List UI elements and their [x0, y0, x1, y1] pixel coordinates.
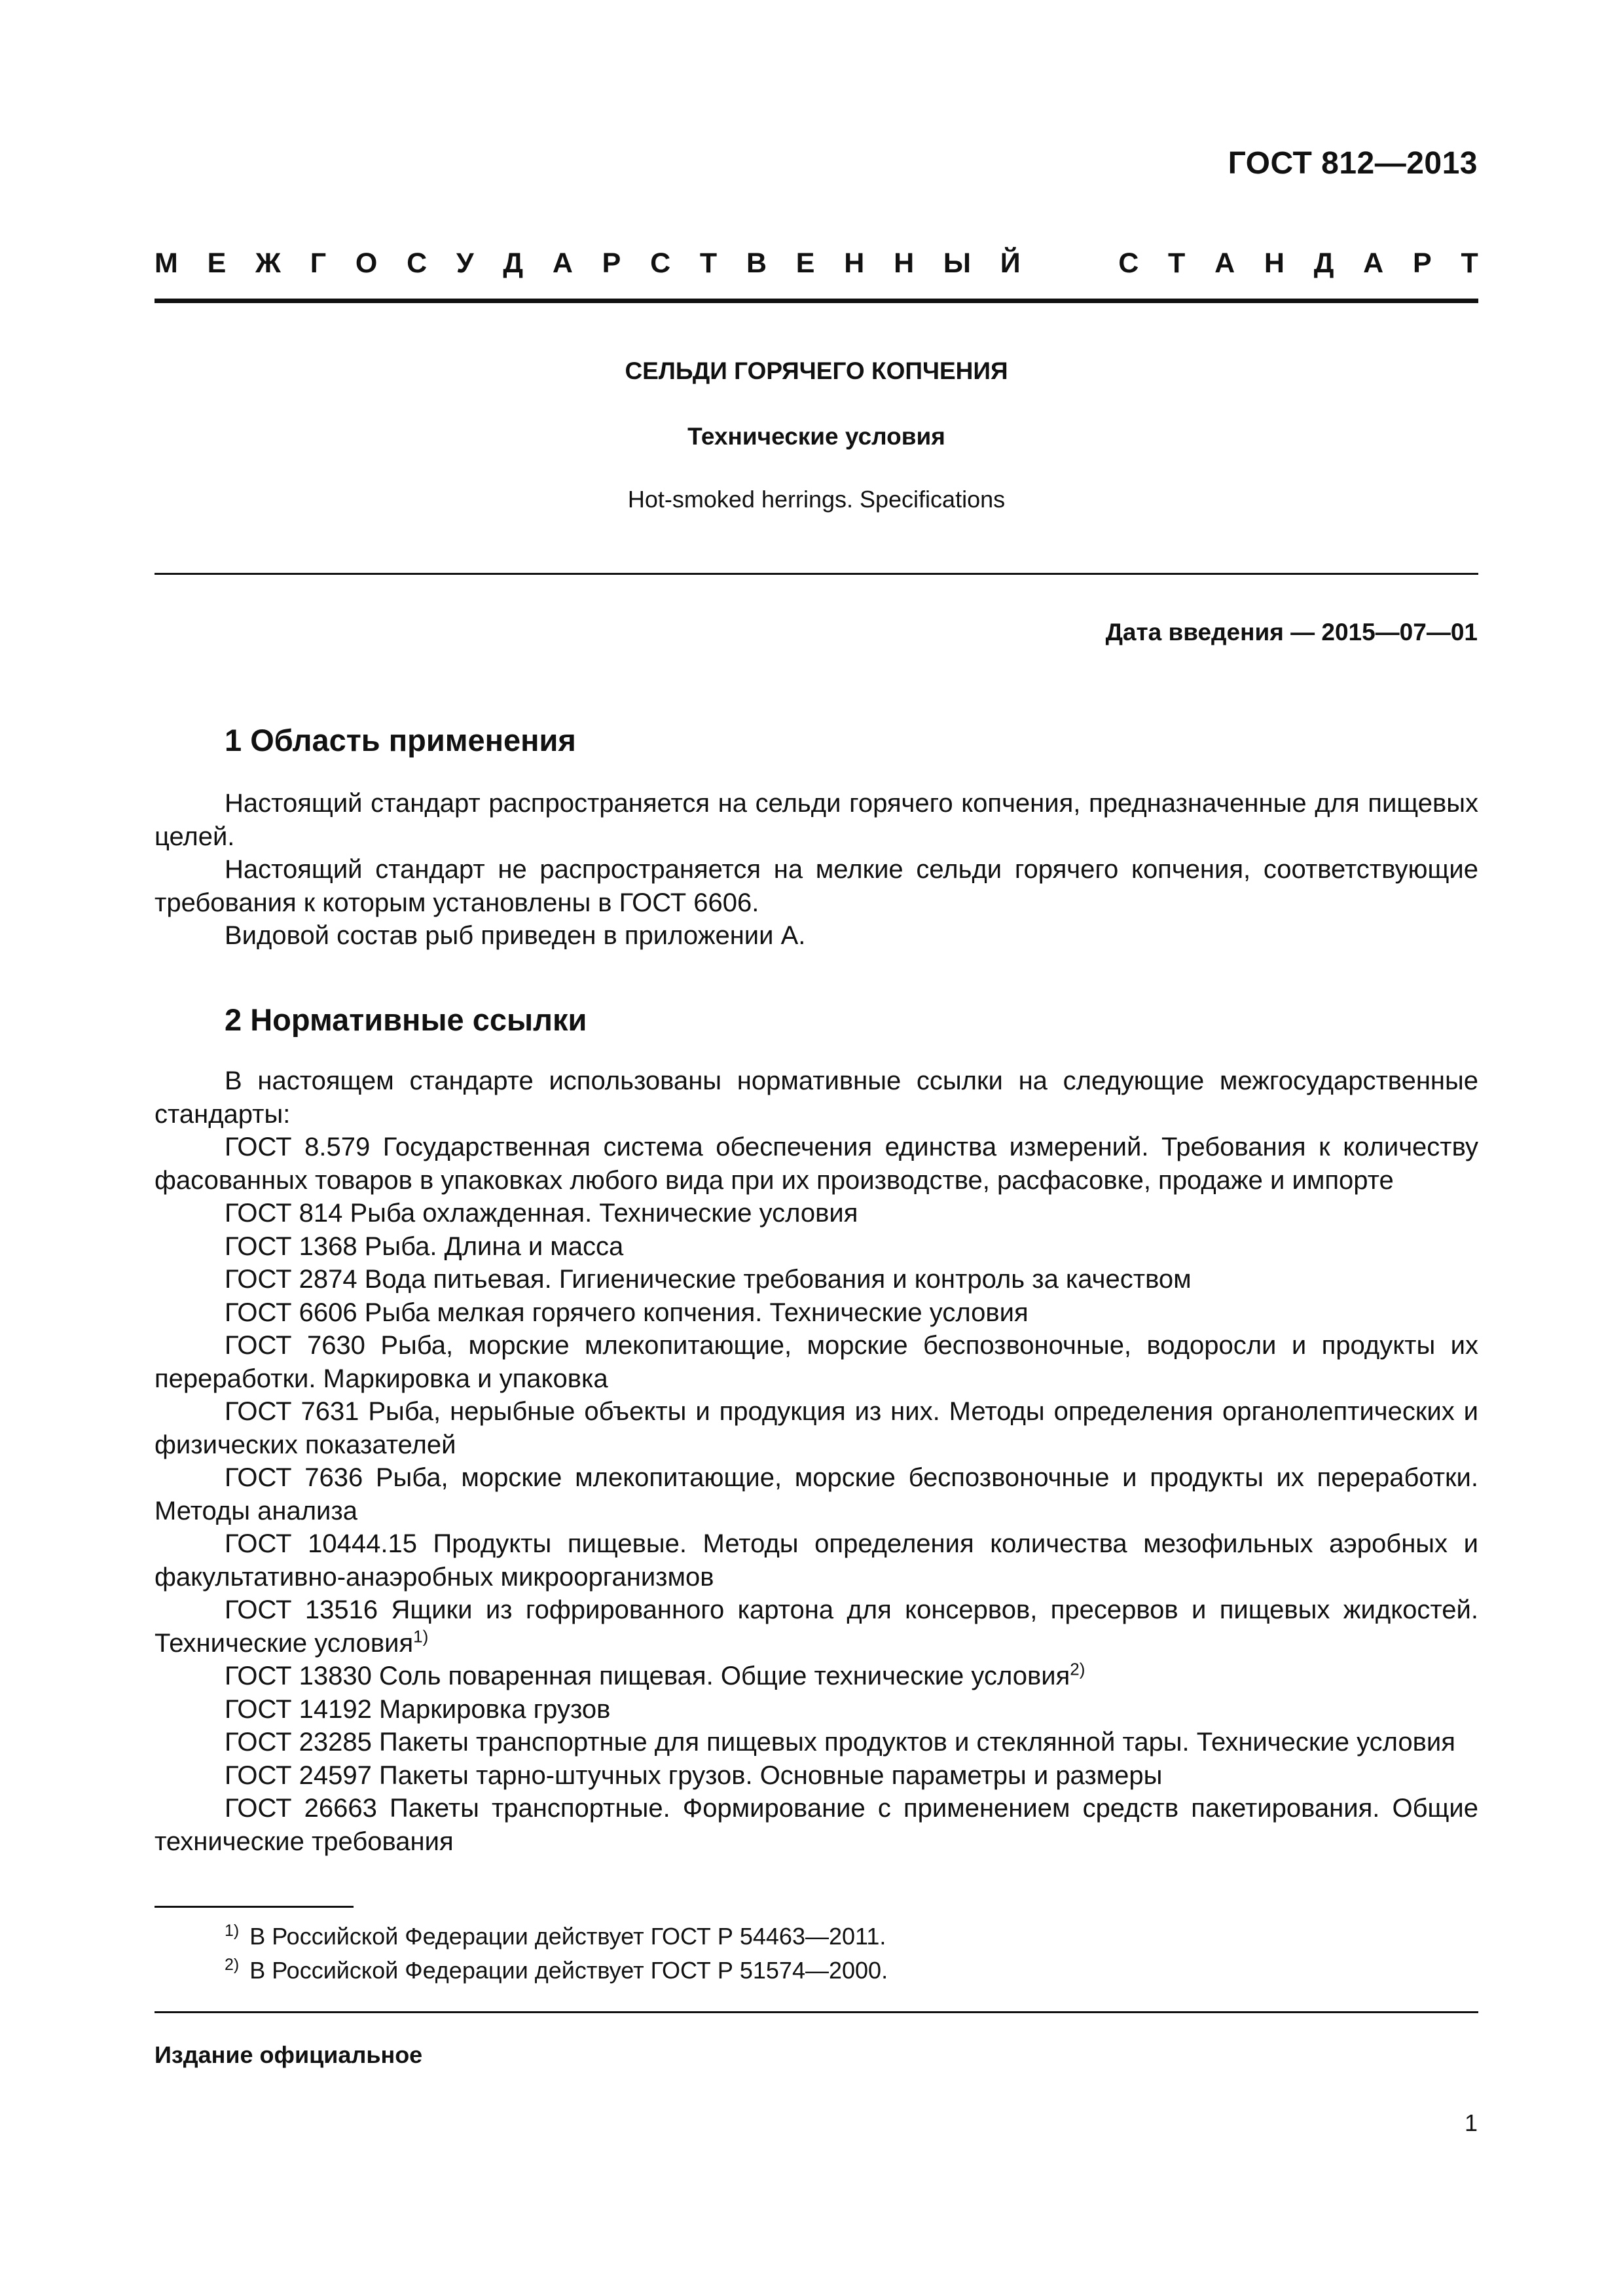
title-rule: [155, 573, 1478, 575]
reference-item: ГОСТ 24597 Пакеты тарно-штучных грузов. Основные параметры и размеры: [225, 1760, 1163, 1790]
reference-item: ГОСТ 2874 Вода питьевая. Гигиенические требования и контроль за качеством: [225, 1265, 1192, 1294]
english-title: Hot-smoked herrings. Specifications: [627, 486, 1006, 513]
band-letter: Н: [1264, 247, 1285, 279]
footnote-mark: 1): [413, 1626, 429, 1647]
band-letter: М: [155, 247, 178, 279]
section-scope-body: [155, 787, 1478, 953]
band-letter: С: [407, 247, 428, 279]
band-letter: Р: [602, 247, 621, 279]
band-letter: Е: [207, 247, 227, 279]
footnote-mark: 2): [225, 1956, 240, 1974]
document-title: СЕЛЬДИ ГОРЯЧЕГО КОПЧЕНИЯ: [625, 357, 1008, 384]
band-letter: С: [650, 247, 671, 279]
band-letter: А: [552, 247, 573, 279]
band-letter: Р: [1412, 247, 1432, 279]
band-word-gap: [1049, 247, 1089, 280]
reference-item: ГОСТ 26663 Пакеты транспортные. Формирование с применением средств пакетирования. Общие технические требования: [155, 1794, 1478, 1856]
footnote: [225, 1920, 888, 1954]
paragraph: Видовой состав рыб приведен в приложении А.: [225, 921, 806, 950]
band-letter: Н: [844, 247, 865, 279]
reference-item: ГОСТ 6606 Рыба мелкая горячего копчения. Технические условия: [225, 1298, 1029, 1327]
reference-text: ГОСТ 13830 Соль поваренная пищевая. Общие технические условия: [225, 1662, 1070, 1690]
edition-label: Издание официальное: [155, 2041, 423, 2068]
band-letter: Т: [699, 247, 718, 279]
band-letter: А: [1363, 247, 1384, 279]
section-heading-references: 2 Нормативные ссылки: [225, 1002, 587, 1037]
document-subtitle: Технические условия: [687, 423, 945, 450]
reference-text: ГОСТ 13516 Ящики из гофрированного картона для консервов, пресервов и пищевых жидкостей. Технические условия: [155, 1595, 1478, 1658]
reference-item: ГОСТ 1368 Рыба. Длина и масса: [225, 1231, 624, 1261]
band-letter: А: [1214, 247, 1235, 279]
introduction-date: Дата введения — 2015—07—01: [1105, 619, 1478, 646]
section-heading-scope: 1 Область применения: [225, 723, 576, 757]
band-letter: Т: [1461, 247, 1478, 279]
paragraph: Настоящий стандарт не распространяется на мелкие сельди горячего копчения, соответствующие требования к которым установлены в ГОСТ 6606.: [155, 855, 1478, 917]
standard-type-band: [155, 247, 1478, 280]
header-rule: [155, 299, 1478, 303]
band-letter: С: [1118, 247, 1139, 279]
paragraph: Настоящий стандарт распространяется на сельди горячего копчения, предназначенные для пищевых целей.: [155, 789, 1478, 851]
band-letter: Й: [1000, 247, 1021, 279]
band-letter: Д: [1313, 247, 1334, 279]
footnote-mark: 2): [1070, 1659, 1085, 1679]
reference-item: ГОСТ 7636 Рыба, морские млекопитающие, морские беспозвоночные и продукты их переработки. Методы анализа: [155, 1463, 1478, 1525]
reference-item: ГОСТ 10444.15 Продукты пищевые. Методы определения количества мезофильных аэробных и факультативно-анаэробных микроорганизмов: [155, 1529, 1478, 1592]
reference-item: ГОСТ 23285 Пакеты транспортные для пищевых продуктов и стеклянной тары. Технические условия: [225, 1728, 1455, 1757]
paragraph: В настоящем стандарте использованы нормативные ссылки на следующие межгосударственные стандарты:: [155, 1066, 1478, 1129]
band-letter: Д: [503, 247, 524, 279]
page-number: 1: [1464, 2109, 1478, 2136]
band-letter: В: [746, 247, 767, 279]
band-letter: Т: [1168, 247, 1186, 279]
band-letter: Г: [310, 247, 327, 279]
reference-item-with-footnote: [155, 1660, 1478, 1693]
reference-item: ГОСТ 14192 Маркировка грузов: [225, 1694, 611, 1724]
reference-item: ГОСТ 8.579 Государственная система обеспечения единства измерений. Требования к количеству фасованных товаров в упаковках любого вида при их производстве, расфасовке, продаже и импорте: [155, 1133, 1478, 1195]
reference-item-with-footnote: [155, 1594, 1478, 1660]
reference-item: ГОСТ 7631 Рыба, нерыбные объекты и продукция из них. Методы определения органолептических и физических показателей: [155, 1397, 1478, 1459]
footer-rule: [155, 2011, 1478, 2013]
band-letter: О: [355, 247, 378, 279]
footnote-mark: 1): [225, 1922, 240, 1940]
band-letter: Ж: [255, 247, 281, 279]
band-letter: Е: [795, 247, 815, 279]
band-letter: Ы: [943, 247, 972, 279]
band-letter: У: [456, 247, 474, 279]
reference-item: ГОСТ 814 Рыба охлажденная. Технические условия: [225, 1199, 858, 1228]
document-number: ГОСТ 812—2013: [1228, 146, 1478, 181]
reference-item: ГОСТ 7630 Рыба, морские млекопитающие, морские беспозвоночные, водоросли и продукты их переработки. Маркировка и упаковка: [155, 1331, 1478, 1393]
footnote-text: В Российской Федерации действует ГОСТ Р 54463—2011.: [249, 1923, 886, 1950]
footnote-separator: [155, 1906, 354, 1908]
footnote-text: В Российской Федерации действует ГОСТ Р 51574—2000.: [249, 1957, 888, 1984]
footnotes: [225, 1920, 888, 1988]
section-references-body: [155, 1065, 1478, 1858]
footnote: [225, 1954, 888, 1988]
band-letter: Н: [894, 247, 915, 279]
